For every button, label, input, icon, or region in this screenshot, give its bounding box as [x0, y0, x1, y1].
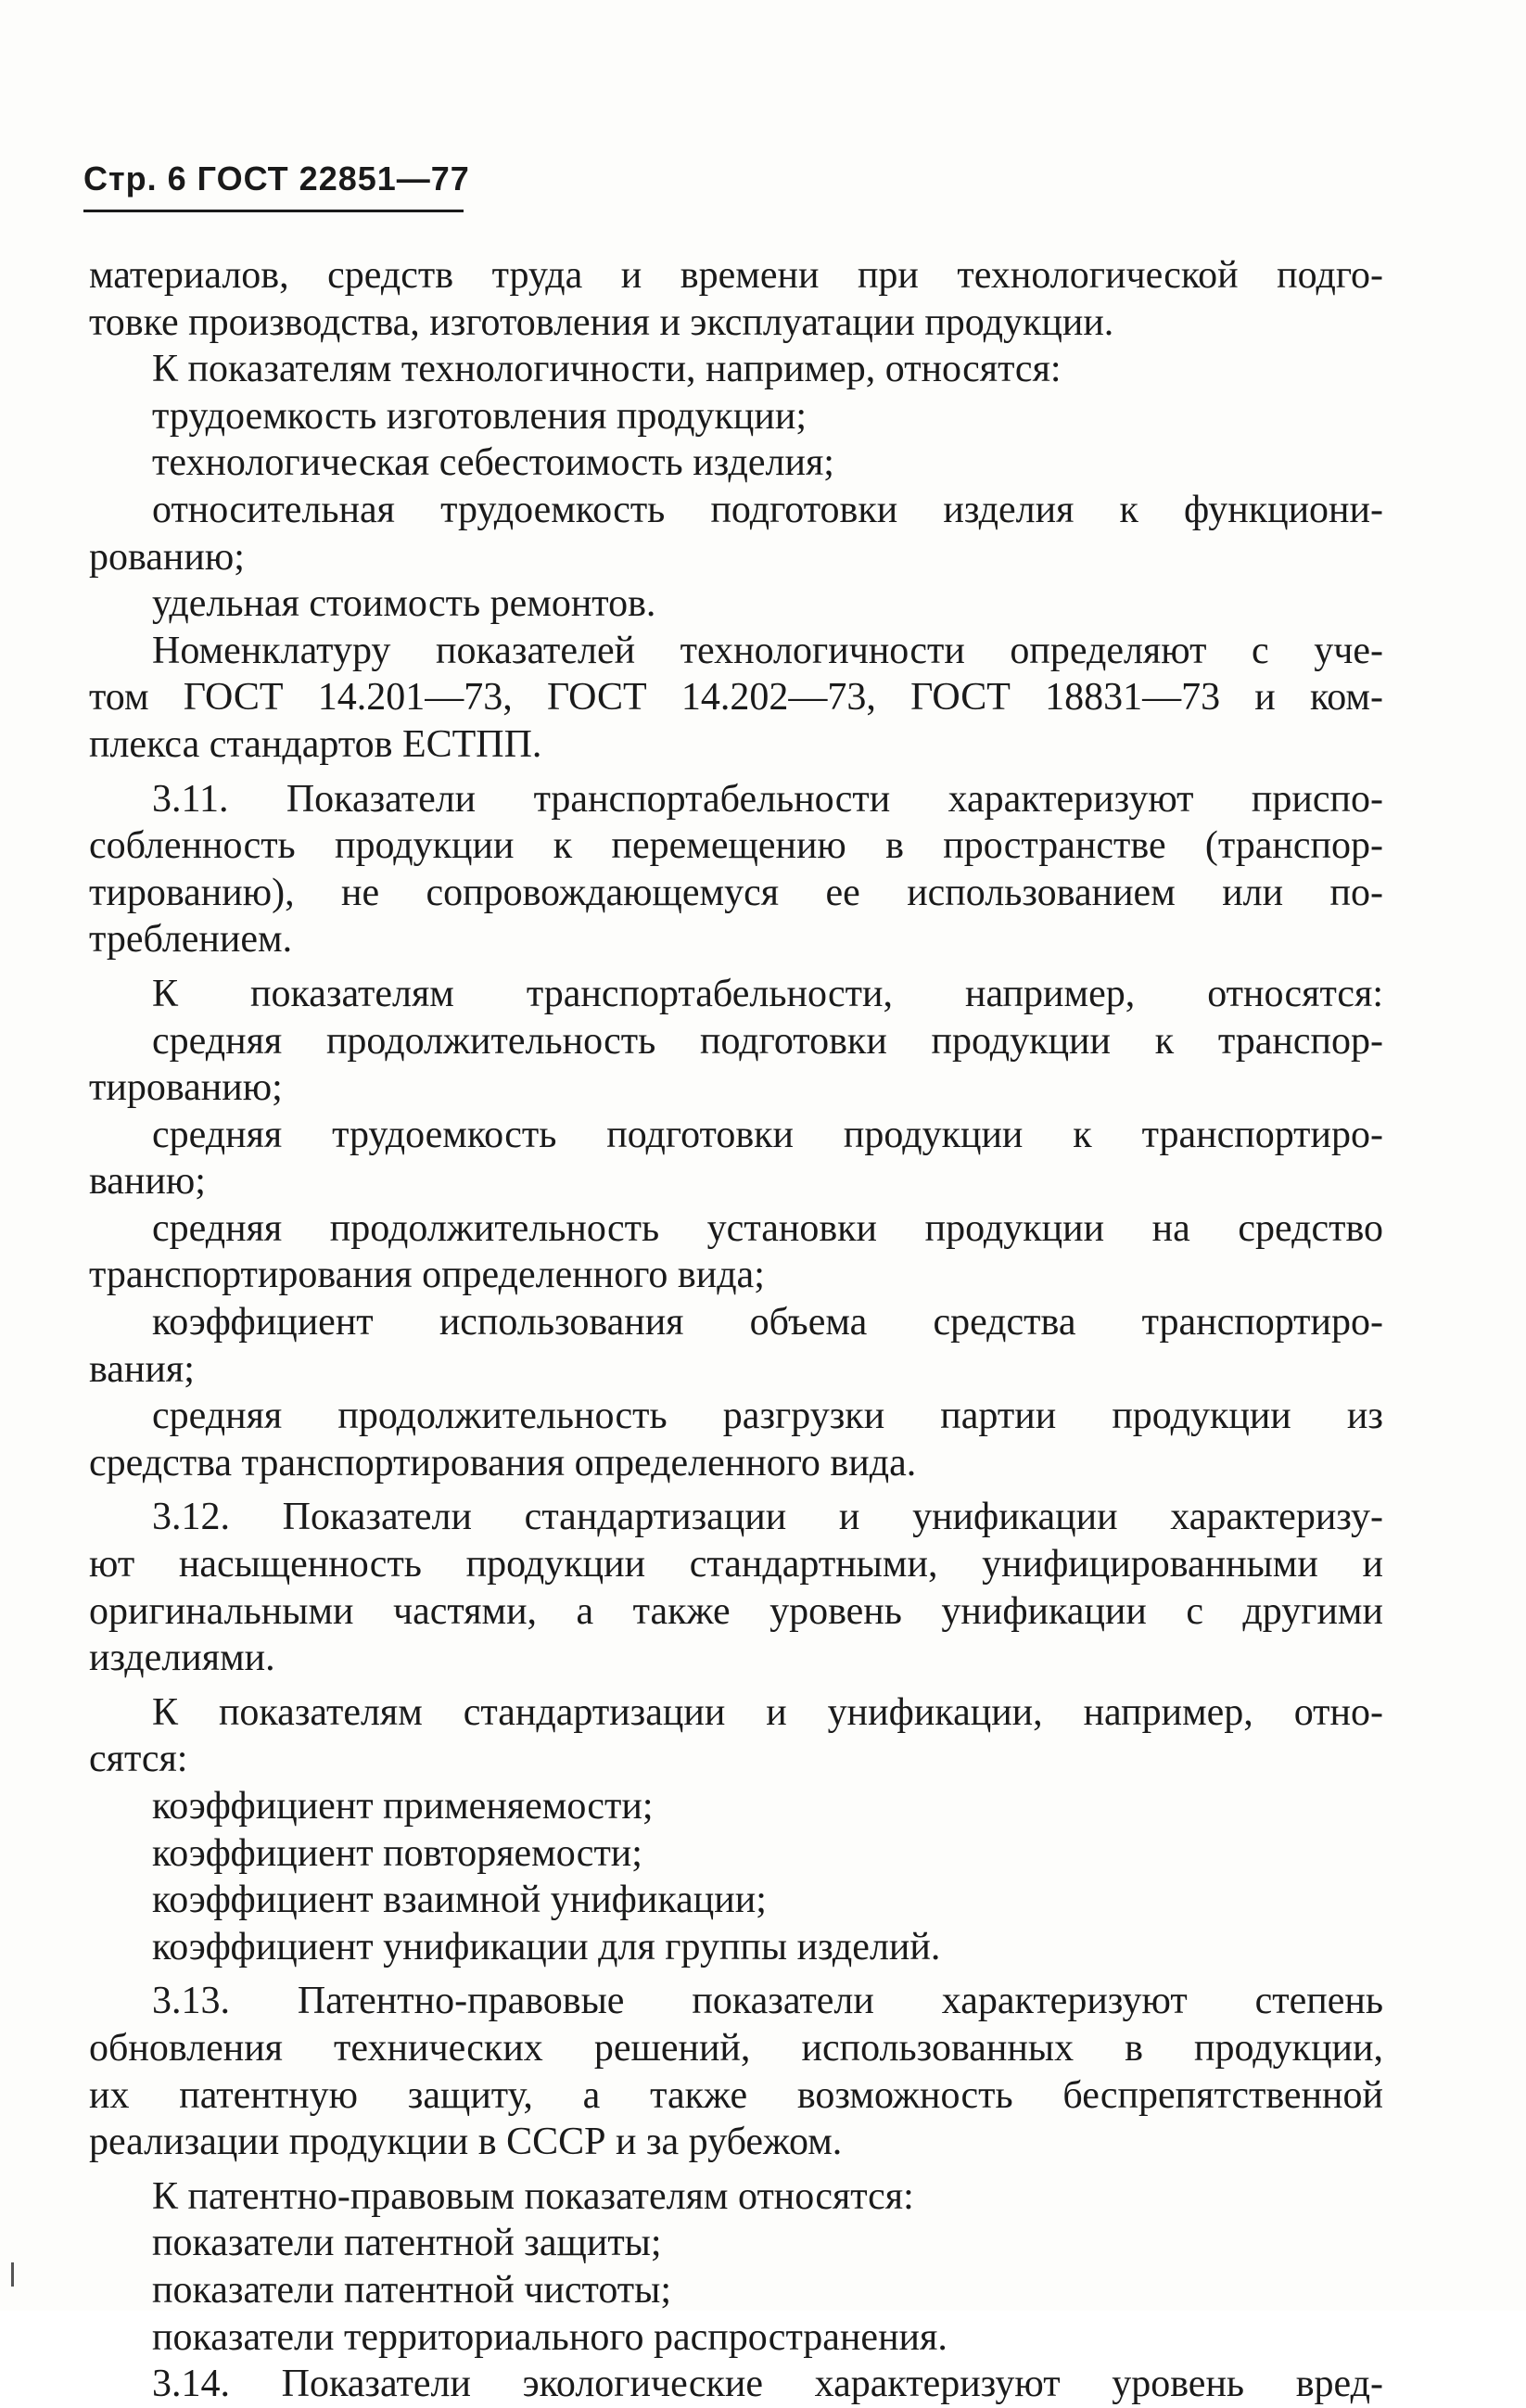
text-line: К показателям транспортабельности, например, относятся:	[152, 972, 1383, 1015]
text-line: средняя продолжительность подготовки продукции к транспор-	[152, 1019, 1383, 1063]
text-line: показатели патентной защиты;	[152, 2222, 662, 2265]
text-line: рованию;	[89, 535, 245, 579]
text-line: К патентно-правовым показателям относятся:	[152, 2174, 914, 2218]
text-line: средняя продолжительность разгрузки партии продукции из	[152, 1395, 1383, 1438]
text-line: относительная трудоемкость подготовки изделия к функциони-	[152, 488, 1383, 531]
text-line: Номенклатуру показателей технологичности определяют с уче-	[152, 629, 1383, 672]
text-line: коэффициент применяемости;	[152, 1785, 654, 1828]
text-line: средняя продолжительность установки продукции на средство	[152, 1206, 1383, 1250]
text-line: оригинальными частями, а также уровень унификации с другими	[89, 1589, 1383, 1633]
text-line: показатели территориального распространения.	[152, 2315, 947, 2359]
text-line: коэффициент использования объема средства транспортиро-	[152, 1301, 1383, 1344]
text-line: изделиями.	[89, 1637, 275, 1680]
text-line: тированию), не сопровождающемуся ее использованием или по-	[89, 871, 1383, 914]
text-line: ют насыщенность продукции стандартными, унифицированными и	[89, 1543, 1383, 1586]
text-line: реализации продукции в СССР и за рубежом.	[89, 2121, 843, 2164]
text-line: показатели патентной чистоты;	[152, 2268, 672, 2312]
text-line: средства транспортирования определенного вида.	[89, 1441, 917, 1484]
text-line: материалов, средств труда и времени при технологической подго-	[89, 254, 1383, 297]
margin-mark	[11, 2262, 14, 2287]
text-line: плекса стандартов ЕСТПП.	[89, 722, 542, 766]
text-line: том ГОСТ 14.201—73, ГОСТ 14.202—73, ГОСТ 18831—73 и ком-	[89, 676, 1383, 720]
running-header: Стр. 6 ГОСТ 22851—77	[83, 159, 470, 197]
text-line: 3.13. Патентно-правовые показатели характеризуют степень	[152, 1980, 1383, 2023]
text-line: 3.14. Показатели экологические характеризуют уровень вред-	[152, 2363, 1383, 2406]
text-line: удельная стоимость ремонтов.	[152, 582, 656, 626]
text-line: сятся:	[89, 1738, 188, 1781]
text-line: тированию;	[89, 1066, 283, 1110]
text-line: коэффициент унификации для группы изделий.	[152, 1925, 941, 1968]
text-line: обновления технических решений, использованных в продукции,	[89, 2026, 1383, 2070]
text-line: К показателям стандартизации и унификации, например, отно-	[152, 1690, 1383, 1734]
text-line: собленность продукции к перемещению в пространстве (транспор-	[89, 824, 1383, 868]
text-line: коэффициент повторяемости;	[152, 1831, 642, 1875]
text-line: 3.11. Показатели транспортабельности характеризуют приспо-	[152, 777, 1383, 821]
text-line: вания;	[89, 1347, 195, 1391]
text-line: ванию;	[89, 1160, 206, 1204]
text-line: технологическая себестоимость изделия;	[152, 441, 834, 485]
text-line: средняя трудоемкость подготовки продукции к транспортиро-	[152, 1113, 1383, 1156]
header-rule	[83, 210, 464, 212]
text-line: трудоемкость изготовления продукции;	[152, 394, 808, 438]
text-line: 3.12. Показатели стандартизации и унификации характеризу-	[152, 1496, 1383, 1539]
body-text	[89, 252, 1383, 2408]
text-line: К показателям технологичности, например, относятся:	[152, 348, 1062, 391]
text-line: товке производства, изготовления и эксплуатации продукции.	[89, 300, 1114, 344]
text-line: транспортирования определенного вида;	[89, 1254, 765, 1297]
text-line: их патентную защиту, а также возможность беспрепятственной	[89, 2073, 1383, 2117]
text-line: треблением.	[89, 918, 293, 962]
text-line: коэффициент взаимной унификации;	[152, 1879, 767, 1922]
